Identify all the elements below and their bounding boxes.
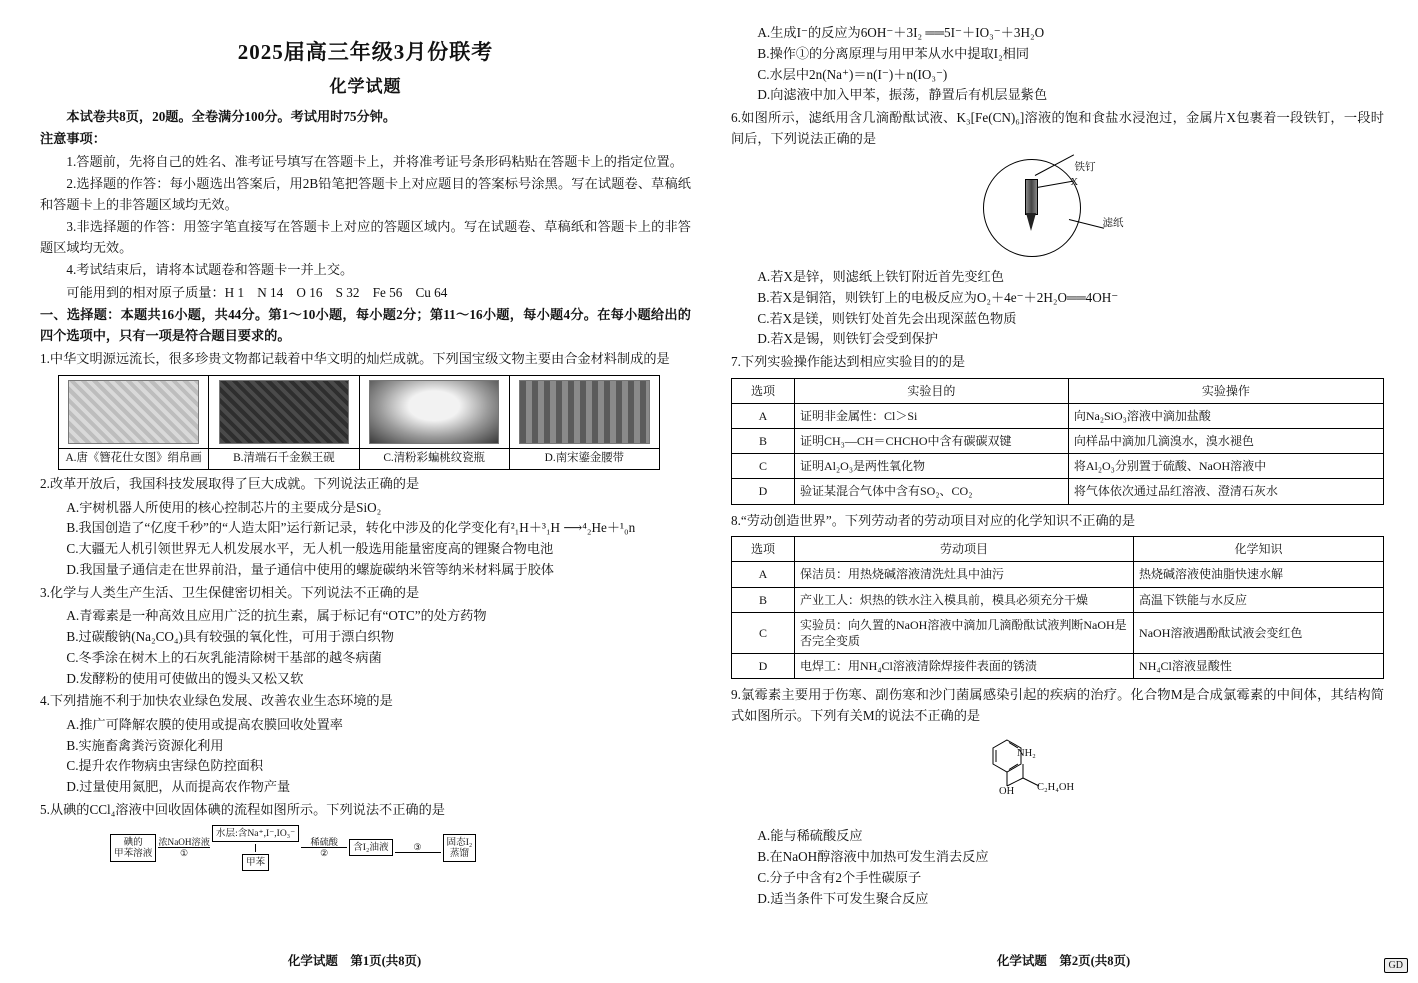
- q8-col-knowledge: 化学知识: [1134, 537, 1384, 562]
- relic-caption-d: D.南宋鎏金腰带: [544, 452, 625, 465]
- table-row: [732, 587, 1384, 612]
- iron-nail-shape: [1025, 179, 1038, 215]
- question-2-option-c: C.大疆无人机引领世界无人机发展水平，无人机一般选用能量密度高的锂聚合物电池: [66, 541, 554, 557]
- notice-item-1: 1.答题前，先将自己的姓名、准考证号填写在答题卡上，并将准考证号条形码粘贴在答题卡上的指定位置。: [66, 153, 683, 169]
- question-9-option-c: C.分子中含有2个手性碳原子: [757, 869, 922, 885]
- question-5-stem: 从碘的CCl₄溶液中回收固体碘的流程如图所示。下列说法不正确的是: [49, 802, 445, 818]
- question-8-stem: “劳动创造世界”。下列劳动者的劳动项目对应的化学知识不正确的是: [740, 512, 1136, 528]
- table-row: [732, 654, 1384, 679]
- q8-r3-labor: 实验员：向久置的NaOH溶液中滴加几滴酚酞试液判断NaOH是否完全变质: [795, 612, 1134, 653]
- flow-step-3-label: [393, 842, 443, 853]
- flow-box-iodine-oil: 含I₂油液: [349, 839, 392, 856]
- question-7-stem: 下列实验操作能达到相应实验目的的是: [740, 354, 966, 370]
- table-row: [732, 429, 1384, 454]
- notice-item-3: 3.非选择题的作答：用签字笔直接写在答题卡上对应的答题区域内。写在试题卷、草稿纸和答题卡上的非答题区域均无效。: [40, 219, 691, 255]
- question-5-option-b: B.操作①的分离原理与用甲苯从水中提取I₂相同: [757, 45, 1030, 61]
- q7-r3-operation: 将Al₂O₃分别置于硫酸、NaOH溶液中: [1068, 454, 1383, 479]
- question-3-number: 3.: [40, 584, 50, 600]
- question-4-option-c: C.提升农作物病虫害绿色防控面积: [66, 758, 264, 774]
- label-x-metal: X: [1070, 177, 1079, 189]
- question-7-number: 7.: [731, 354, 741, 370]
- question-9-number: 9.: [731, 687, 741, 703]
- question-6-option-b: B.若X是铜箔，则铁钉上的电极反应为O₂＋4e⁻＋2H₂O══4OH⁻: [757, 289, 1119, 305]
- flow-step-2-label: [299, 837, 349, 858]
- question-2-stem: 改革开放后，我国科技发展取得了巨大成就。下列说法正确的是: [49, 476, 420, 492]
- relic-caption-c: C.清粉彩蝙桃纹瓷瓶: [383, 452, 485, 465]
- left-page-footer: [0, 951, 709, 969]
- question-2: [40, 474, 691, 494]
- flow-step-2-number: ②: [320, 848, 329, 859]
- right-page-footer-text: 化学试题 第2页(共8页): [996, 954, 1131, 968]
- relic-image-b: [209, 376, 358, 449]
- question-9: [731, 685, 1384, 726]
- q8-r3-option: C: [732, 612, 795, 653]
- relic-option-b: [209, 376, 359, 469]
- question-8: [731, 511, 1384, 531]
- question-1-relics-row: [58, 375, 660, 470]
- label-c2h4oh: C₂H₄OH: [1037, 782, 1075, 794]
- relic-caption-a: A.唐《簪花仕女图》绢帛画: [65, 452, 202, 465]
- question-5: [40, 800, 691, 820]
- flow-step-1-number: ①: [180, 848, 189, 859]
- question-3: [40, 583, 691, 603]
- question-7-table: [731, 378, 1384, 505]
- table-row: [732, 403, 1384, 428]
- label-oh: OH: [999, 786, 1015, 798]
- question-6-figure: [943, 153, 1173, 261]
- question-2-option-d: D.我国量子通信走在世界前沿，量子通信中使用的螺旋碳纳米管等纳米材料属于胶体: [66, 561, 554, 577]
- table-row: [732, 454, 1384, 479]
- table-header-row: [732, 378, 1384, 403]
- question-9-option-b: B.在NaOH醇溶液中加热可发生消去反应: [757, 848, 989, 864]
- question-4-stem: 下列措施不利于加快农业绿色发展、改善农业生态环境的是: [49, 693, 393, 709]
- flow-box-start: 碘的 甲苯溶液: [110, 834, 156, 862]
- relic-image-c: [360, 376, 509, 449]
- flow-box-distill-label: 蒸馏: [449, 847, 469, 859]
- label-iron-nail: 铁钉: [1074, 162, 1096, 174]
- question-4-option-d: D.过量使用氮肥，从而提高农作物产量: [66, 779, 291, 795]
- q7-col-purpose: 实验目的: [795, 378, 1069, 403]
- iron-nail-tip: [1026, 213, 1036, 231]
- flow-step-1-label: [156, 837, 212, 858]
- page-stamp: GD: [1384, 958, 1408, 973]
- notice-item-2: 2.选择题的作答：每小题选出答案后，用2B铅笔把答题卡上对应题目的答案标号涂黑。写在试题卷、草稿纸和答题卡上的非答题区域均无效。: [40, 176, 691, 212]
- q7-r4-purpose: 验证某混合气体中含有SO₂、CO₂: [795, 479, 1069, 504]
- page-title: 2025届高三年级3月份联考: [237, 40, 494, 64]
- q7-r4-operation: 将气体依次通过品红溶液、澄清石灰水: [1068, 479, 1383, 504]
- flow-box-solid-iodine-label: 固态I₂: [446, 836, 473, 848]
- q7-r2-purpose: 证明CH₃—CH＝CHCHO中含有碳碳双键: [795, 429, 1069, 454]
- question-6-option-d: D.若X是锡，则铁钉会受到保护: [757, 331, 938, 347]
- q8-r4-option: D: [732, 654, 795, 679]
- q7-r1-purpose: 证明非金属性：Cl＞Si: [795, 403, 1069, 428]
- table-row: [732, 612, 1384, 653]
- relative-atomic-mass: 可能用到的相对原子质量：H 1 N 14 O 16 S 32 Fe 56 Cu 64: [66, 284, 448, 300]
- table-row: [732, 562, 1384, 587]
- question-2-option-b: B.我国创造了“亿度千秒”的“人造太阳”运行新记录，转化中涉及的化学变化有²₁H＋³₁H ⟶⁴₂He＋¹₀n: [66, 520, 636, 536]
- flow-step-3-number: ③: [395, 842, 441, 853]
- flow-step-2-reagent: 稀硫酸: [301, 837, 347, 848]
- question-3-option-b: B.过碳酸钠(Na₂CO₄)具有较强的氧化性，可用于漂白织物: [66, 629, 394, 645]
- right-page-column: [709, 0, 1418, 983]
- question-1-number: 1.: [40, 350, 50, 366]
- question-9-stem: 氯霉素主要用于伤寒、副伤寒和沙门菌属感染引起的疾病的治疗。化合物M是合成氯霉素的中间体，其结构简式如图所示。下列有关M的说法不正确的是: [731, 687, 1384, 723]
- question-6-option-c: C.若X是镁，则铁钉处首先会出现深蓝色物质: [757, 310, 1017, 326]
- q8-r2-option: B: [732, 587, 795, 612]
- question-5-option-a: A.生成I⁻的反应为6OH⁻＋3I₂ ══5I⁻＋IO₃⁻＋3H₂O: [757, 25, 1045, 40]
- q7-r1-option: A: [732, 403, 795, 428]
- relic-image-a: [59, 376, 208, 449]
- flow-box-water-layer: 水层:含Na⁺,I⁻,IO₃⁻: [212, 825, 299, 842]
- q8-r1-labor: 保洁员：用热烧碱溶液清洗灶具中油污: [795, 562, 1134, 587]
- question-8-number: 8.: [731, 512, 741, 528]
- notice-item-4: 4.考试结束后，请将本试题卷和答题卡一并上交。: [66, 262, 354, 278]
- question-4-option-b: B.实施畜禽粪污资源化利用: [66, 737, 224, 753]
- question-1: [40, 349, 691, 369]
- question-3-option-a: A.青霉素是一种高效且应用广泛的抗生素，属于标记有“OTC”的处方药物: [66, 608, 487, 624]
- flow-box-toluene: 甲苯: [242, 854, 269, 871]
- q8-r2-knowledge: 高温下铁能与水反应: [1134, 587, 1384, 612]
- right-page-footer: [709, 951, 1418, 969]
- question-2-option-a: A.宇树机器人所使用的核心控制芯片的主要成分是SiO₂: [66, 499, 382, 515]
- q7-col-operation: 实验操作: [1068, 378, 1383, 403]
- q8-r4-knowledge: NH₄Cl溶液显酸性: [1134, 654, 1384, 679]
- q8-r3-knowledge: NaOH溶液遇酚酞试液会变红色: [1134, 612, 1384, 653]
- exam-info: 本试卷共8页，20题。全卷满分100分。考试用时75分钟。: [66, 109, 397, 124]
- section-1-title: 一、选择题：本题共16小题，共44分。第1～10小题，每小题2分；第11～16小题，每小题4分。在每小题给出的四个选项中，只有一项是符合题目要求的。: [40, 307, 691, 343]
- page-subtitle: 化学试题: [329, 77, 402, 96]
- question-2-number: 2.: [40, 476, 50, 492]
- question-5-option-c: C.水层中2n(Na⁺)＝n(I⁻)＋n(IO₃⁻): [757, 66, 948, 82]
- q8-col-labor: 劳动项目: [795, 537, 1134, 562]
- q7-r1-operation: 向Na₂SiO₃溶液中滴加盐酸: [1068, 403, 1383, 428]
- table-header-row: [732, 537, 1384, 562]
- question-1-stem: 中华文明源远流长，很多珍贵文物都记载着中华文明的灿烂成就。下列国宝级文物主要由合金材料制成的是: [49, 350, 670, 366]
- question-6-number: 6.: [731, 110, 741, 126]
- relic-option-c: [360, 376, 510, 469]
- question-9-structure-figure: [981, 730, 1181, 822]
- question-5-option-d: D.向滤液中加入甲苯，振荡，静置后有机层显紫色: [757, 87, 1048, 103]
- q7-r3-purpose: 证明Al₂O₃是两性氧化物: [795, 454, 1069, 479]
- question-8-table: [731, 536, 1384, 679]
- question-3-option-d: D.发酵粉的使用可使做出的馒头又松又软: [66, 670, 304, 686]
- molecule-svg: [981, 730, 1181, 822]
- relic-caption-b: B.清端石千金猴王砚: [233, 452, 335, 465]
- question-6-option-a: A.若X是锌，则滤纸上铁钉附近首先变红色: [757, 269, 1004, 285]
- relic-option-d: [510, 376, 659, 469]
- question-9-option-d: D.适当条件下可发生聚合反应: [757, 890, 929, 906]
- question-7: [731, 352, 1384, 372]
- relic-option-a: [59, 376, 209, 469]
- question-3-stem: 化学与人类生产生活、卫生保健密切相关。下列说法不正确的是: [49, 584, 420, 600]
- q7-r2-option: B: [732, 429, 795, 454]
- relic-image-d: [510, 376, 659, 449]
- question-3-option-c: C.冬季涂在树木上的石灰乳能清除树干基部的越冬病菌: [66, 649, 382, 665]
- notice-heading: 注意事项：: [40, 131, 106, 147]
- q8-r4-labor: 电焊工：用NH₄Cl溶液清除焊接件表面的锈渍: [795, 654, 1134, 679]
- q7-r3-option: C: [732, 454, 795, 479]
- q7-col-option: 选项: [732, 378, 795, 403]
- question-4: [40, 691, 691, 711]
- q8-col-option: 选项: [732, 537, 795, 562]
- left-page-footer-text: 化学试题 第1页(共8页): [287, 954, 422, 968]
- q7-r4-option: D: [732, 479, 795, 504]
- flow-step-1-reagent: 浓NaOH溶液: [158, 836, 210, 847]
- question-4-number: 4.: [40, 693, 50, 709]
- question-6: [731, 108, 1384, 149]
- question-9-option-a: A.能与稀硫酸反应: [757, 828, 863, 844]
- question-5-flow-diagram: [110, 825, 691, 871]
- label-filter-paper: 滤纸: [1102, 218, 1124, 230]
- q8-r1-option: A: [732, 562, 795, 587]
- q8-r1-knowledge: 热烧碱溶液使油脂快速水解: [1134, 562, 1384, 587]
- question-5-number: 5.: [40, 802, 50, 818]
- table-row: [732, 479, 1384, 504]
- label-nh2: NH₂: [1017, 748, 1036, 760]
- question-6-stem: 如图所示，滤纸用含几滴酚酞试液、K₃[Fe(CN)₆]溶液的饱和食盐水浸泡过，金属片X包裹着一段铁钉，一段时间后，下列说法正确的是: [731, 110, 1384, 146]
- question-4-option-a: A.推广可降解农膜的使用或提高农膜回收处置率: [66, 716, 343, 732]
- flow-box-solid-iodine: [443, 834, 477, 862]
- q8-r2-labor: 产业工人：炽热的铁水注入模具前，模具必须充分干燥: [795, 587, 1134, 612]
- q7-r2-operation: 向样品中滴加几滴溴水，溴水褪色: [1068, 429, 1383, 454]
